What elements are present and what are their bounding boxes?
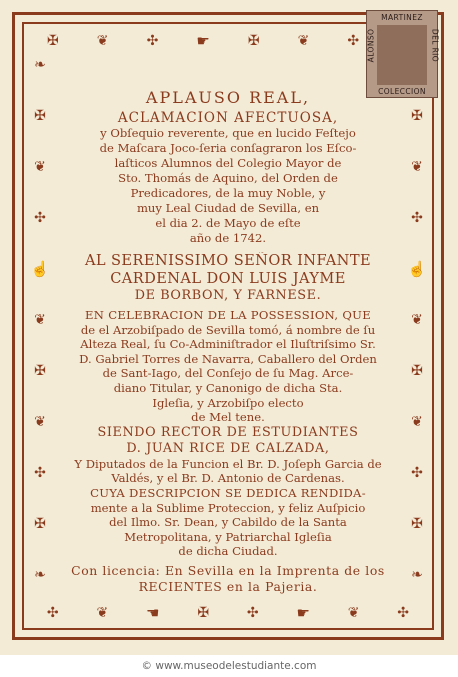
fleuron-icon: ✣ [146,33,159,49]
fleuron-icon: ❦ [411,414,423,431]
body-line: Sto. Thomás de Aquino, del Orden de [118,171,338,185]
pointing-hand-icon: ☝ [407,259,427,278]
fleuron-icon: ✣ [46,605,59,621]
rector-line: D. JUAN RICE DE CALZADA, [126,440,330,456]
description-line: Metropolitana, y Patriarchal Igleſia [124,529,332,544]
fleuron-icon: ❧ [411,566,423,583]
fleuron-icon: ✠ [411,363,423,380]
body-line: y Obſequio reverente, que en lucido Feſtejo [100,126,356,140]
dedication-line: AL SERENISSIMO SEÑOR INFANTE [84,252,372,269]
possession-line: de Mel tene. [191,410,265,425]
possession-line: de el Arzobiſpado de Sevilla tomó, á nombre de ſu [80,322,376,337]
pointing-hand-icon: ☛ [296,603,310,622]
fleuron-icon: ❦ [34,414,46,431]
description-line: de dicha Ciudad. [178,544,278,559]
fleuron-icon: ❧ [34,566,46,583]
fleuron-icon: ✣ [34,209,46,226]
stamp-bottom-label: COLECCION [378,87,426,96]
possession-block [58,308,398,425]
fleuron-icon: ❦ [411,159,423,176]
rector-line: Y Diputados de la Funcion el Br. D. Joſeph Garcia de [74,456,382,471]
body-line: laſticos Alumnos del Colegio Mayor de [114,156,342,170]
pointing-hand-icon: ☝ [30,259,50,278]
stamp-right-label: DEL RIO [430,28,440,63]
fleuron-icon: ✣ [246,605,259,621]
fleuron-icon: ✣ [34,464,46,481]
fleuron-icon: ✠ [34,363,46,380]
dedication-block [58,246,398,304]
fleuron-icon: ✣ [397,605,410,621]
fleuron-icon: ❦ [411,312,423,329]
fleuron-icon: ❦ [34,159,46,176]
collection-stamp [366,10,438,98]
fleuron-icon: ✠ [197,605,210,621]
body-block [58,126,398,246]
fleuron-icon: ✠ [47,33,59,49]
possession-line: Igleſia, y Arzobiſpo electo [152,395,304,410]
left-ornament-column [27,40,53,600]
fleuron-icon: ✣ [411,209,423,226]
pointing-hand-icon: ☛ [196,31,210,50]
pointing-hand-icon: ☚ [146,603,160,622]
fleuron-icon: ✠ [34,515,46,532]
description-line: CUYA DESCRIPCION SE DEDICA RENDIDA- [90,485,366,500]
fleuron-icon: ✣ [411,464,423,481]
fleuron-icon: ❦ [297,33,310,49]
license-block [58,563,398,595]
bottom-ornament-row [28,602,428,624]
fleuron-icon: ❦ [96,33,109,49]
website-footer: © www.museodelestudiante.com [141,660,317,672]
fleuron-icon: ✠ [247,33,260,49]
fleuron-icon: ✠ [411,108,423,125]
rector-line: Valdés, y el Br. D. Antonio de Cardenas. [111,471,345,486]
dedication-line: DE BORBON, Y FARNESE. [134,288,322,303]
possession-line: EN CELEBRACION DE LA POSSESSION, QUE [85,308,371,322]
license-line: Con licencia: En Sevilla en la Imprenta de los [71,562,385,578]
fleuron-icon: ❦ [34,312,46,329]
title-page-text [58,88,398,595]
license-line: RECIENTES en la Pajeria. [138,578,318,594]
body-line: año de 1742. [189,231,267,245]
body-line: Predicadores, de la muy Noble, y [130,186,326,200]
subtitle: ACLAMACION AFECTUOSA, [117,110,339,126]
stamp-left-label: ALONSO [366,28,376,63]
fleuron-icon: ✣ [347,33,360,49]
description-line: del Ilmo. Sr. Dean, y Cabildo de la Santa [109,515,347,530]
body-line: el dia 2. de Mayo de eſte [155,216,301,230]
rector-line: SIENDO RECTOR DE ESTUDIANTES [97,424,359,440]
possession-line: diano Titular, y Canonigo de dicha Sta. [113,380,343,395]
body-line: de Maſcara Joco-ſeria conſagraron los Eſco- [99,141,357,155]
dedication-line: CARDENAL DON LUIS JAYME [110,270,346,287]
description-line: mente a la Sublime Proteccion, y feliz Auſpicio [90,500,366,515]
stamp-image [377,25,427,85]
main-title: APLAUSO REAL, [145,88,311,107]
description-block [58,486,398,559]
body-line: muy Leal Ciudad de Sevilla, en [136,201,320,215]
fleuron-icon: ❦ [96,605,109,621]
fleuron-icon: ❧ [34,57,46,74]
possession-line: D. Gabriel Torres de Navarra, Caballero del Orden [79,351,377,366]
fleuron-icon: ✠ [411,515,423,532]
fleuron-icon: ✠ [34,108,46,125]
right-ornament-column [404,40,430,600]
rector-block [58,425,398,486]
fleuron-icon: ❦ [347,605,360,621]
stamp-top-label: MARTINEZ [381,13,423,22]
possession-line: de Sant-Iago, del Conſejo de ſu Mag. Arce- [102,366,354,381]
possession-line: Alteza Real, ſu Co-Adminiſtrador el Iluſtriſsimo Sr. [80,337,376,352]
